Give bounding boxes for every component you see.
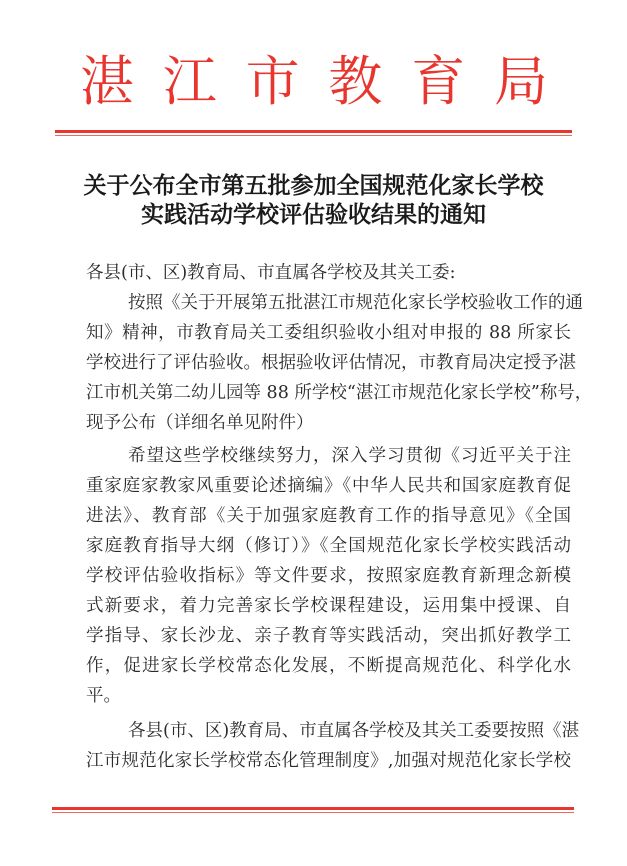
masthead-char: 局 [493, 50, 548, 113]
masthead-char: 市 [245, 50, 300, 113]
body-line: 希望这些学校继续努力，深入学习贯彻《习近平关于注 [128, 446, 571, 466]
body-line: 知》精神，市教育局关工委组织验收小组对申报的 88 所家长 [86, 323, 571, 343]
body-line: 江市规范化家长学校常态化管理制度》,加强对规范化家长学校 [86, 751, 571, 771]
body-line: 现予公布（详细名单见附件） [86, 413, 314, 433]
body-line: 家庭教育指导大纲（修订）》《全国规范化家长学校实践活动 [86, 536, 571, 556]
body-line: 各县(市、区)教育局、市直属各学校及其关工委要按照《湛 [128, 721, 580, 741]
body-line: 江市机关第二幼儿园等 88 所学校“湛江市规范化家长学校”称号， [86, 383, 593, 403]
header-red-rule [55, 130, 572, 136]
masthead-char: 湛 [80, 50, 134, 113]
document-title-line-1: 关于公布全市第五批参加全国规范化家长学校 [83, 172, 544, 199]
body-line: 学校评估验收指标》等文件要求，按照家庭教育新理念新模 [86, 566, 571, 586]
masthead-issuer [80, 44, 548, 120]
body-line: 学校进行了评估验收。根据验收评估情况，市教育局决定授予湛 [86, 353, 576, 373]
body-line: 学指导、家长沙龙、亲子教育等实践活动，突出抓好教学工 [86, 626, 571, 646]
body-line: 作，促进家长学校常态化发展，不断提高规范化、科学化水 [86, 656, 571, 676]
body-line: 平。 [86, 686, 121, 706]
body-line: 重家庭家教家风重要论述摘编》《中华人民共和国家庭教育促 [86, 476, 571, 496]
masthead-char: 教 [328, 50, 383, 113]
salutation: 各县(市、区)教育局、市直属各学校及其关工委: [86, 263, 456, 283]
body-line: 进法》、教育部《关于加强家庭教育工作的指导意见》《全国 [86, 506, 571, 526]
masthead-char: 育 [411, 50, 466, 113]
body-line: 按照《关于开展第五批湛江市规范化家长学校验收工作的通 [128, 293, 583, 313]
document-title-line-2: 实践活动学校评估验收结果的通知 [141, 201, 486, 228]
masthead-char: 江 [162, 50, 217, 113]
body-line: 式新要求，着力完善家长学校课程建设，运用集中授课、自 [86, 596, 571, 616]
footer-red-rule [52, 807, 574, 813]
